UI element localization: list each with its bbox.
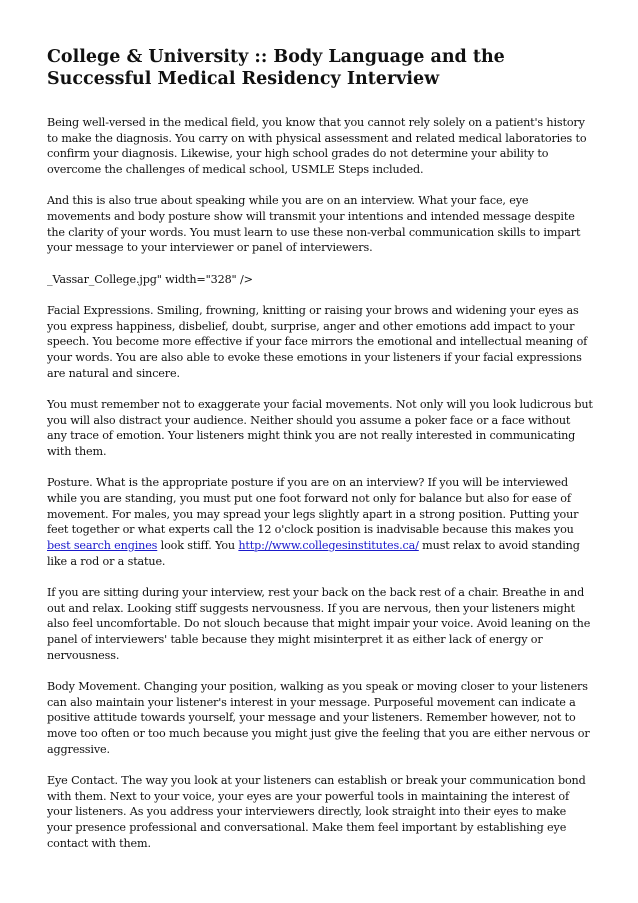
posture-text-c: must relax to avoid standing like a rod or a statue. (47, 538, 580, 568)
page-title: College & University :: Body Language and the Successful Medical Residency Interview (47, 47, 505, 89)
paragraph-sitting: If you are sitting during your interview, rest your back on the back rest of a chair. Breathe in and out and relax. Looking stiff suggests nervousness. If you are nervous, then your listeners might also feel uncomfortable. Do not slouch because that might impair your voice. Avoid leaning on the panel of interviewers' table because they might misinterpret it as either lack of energy or nervousness. (47, 585, 591, 662)
colleges-institutes-link[interactable]: http://www.collegesinstitutes.ca/ (238, 538, 419, 552)
document-page (47, 46, 593, 867)
paragraph-interview: And this is also true about speaking while you are on an interview. What your face, eye movements and body posture show will transmit your intentions and intended message despite the clarity of your words. You must learn to use these non-verbal communication skills to impart your message to your interviewer or panel of interviewers. (47, 194, 581, 255)
paragraph-facial-movements: You must remember not to exaggerate your facial movements. Not only will you look ludicrous but you will also distract your audience. Neither should you assume a poker face or a face without any trace of emotion. Your listeners might think you are not really interested in communicating with them. (47, 397, 593, 458)
paragraph-body-movement: Body Movement. Changing your position, walking as you speak or moving closer to your listeners can also maintain your listener's interest in your message. Purposeful movement can indicate a positive attitude towards yourself, your message and your listeners. Remember however, not to move too often or too much because you might just give the feeling that you are either nervous or aggressive. (47, 679, 590, 756)
paragraph-posture (47, 475, 593, 569)
paragraph-image-remnant: _Vassar_College.jpg" width="328" /> (47, 272, 253, 286)
best-search-engines-link[interactable]: best search engines (47, 538, 158, 552)
paragraph-intro: Being well-versed in the medical field, you know that you cannot rely solely on a patient's history to make the diagnosis. You carry on with physical assessment and related medical laboratories to confirm your diagnosis. Likewise, your high school grades do not determine your ability to overcome the challenges of medical school, USMLE Steps included. (47, 116, 587, 177)
posture-text-a: Posture. What is the appropriate posture if you are on an interview? If you will be interviewed while you are standing, you must put one foot forward not only for balance but also for ease of movement. For males, you may spread your legs slightly apart in a strong position. Putting your feet together or what experts call the 12 o'clock position is inadvisable because this makes you (47, 476, 579, 537)
paragraph-facial-expressions: Facial Expressions. Smiling, frowning, knitting or raising your brows and widening your eyes as you express happiness, disbelief, doubt, surprise, anger and other emotions add impact to your speech. You become more effective if your face mirrors the emotional and intellectual meaning of your words. You are also able to evoke these emotions in your listeners if your facial expressions are natural and sincere. (47, 303, 588, 380)
posture-text-b: look stiff. You (157, 538, 239, 552)
paragraph-eye-contact: Eye Contact. The way you look at your listeners can establish or break your communication bond with them. Next to your voice, your eyes are your powerful tools in maintaining the interest of your listeners. As you address your interviewers directly, look straight into their eyes to make your presence professional and conversational. Make them feel important by establishing eye contact with them. (47, 773, 586, 850)
